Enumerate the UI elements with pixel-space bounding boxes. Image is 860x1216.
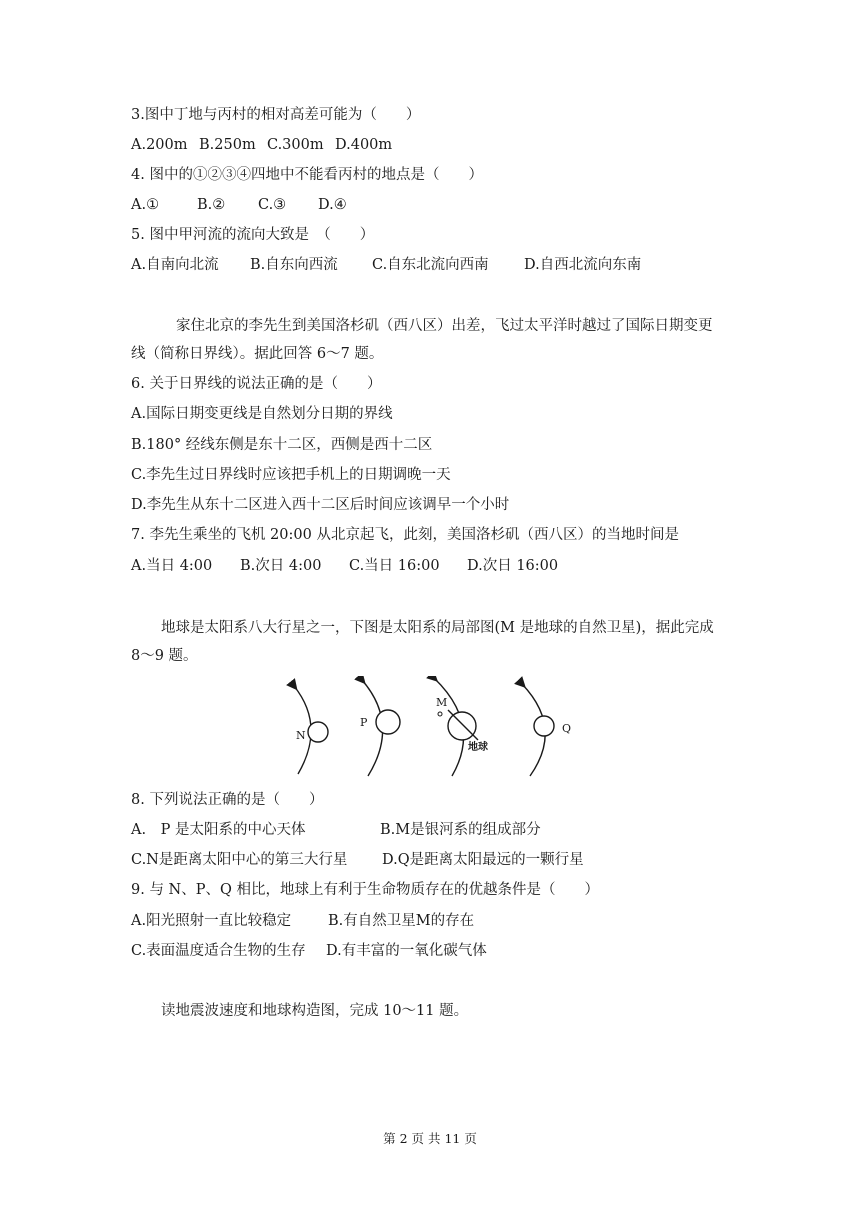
- q8-option-d: D.Q是距离太阳最远的一颗行星: [382, 852, 584, 868]
- label-m: M: [436, 696, 448, 709]
- q3-stem: 3.图中丁地与丙村的相对高差可能为（ ）: [131, 107, 421, 123]
- q7-option-b: B.次日 4:00: [240, 558, 322, 574]
- solar-system-figure: [282, 676, 582, 780]
- q4-option-a: A.①: [131, 197, 160, 213]
- planet-q-icon: [534, 716, 554, 736]
- q3-option-c: C.300m: [267, 137, 324, 153]
- moon-m-icon: [438, 712, 442, 716]
- q4-option-b: B.②: [197, 197, 226, 213]
- q3-option-b: B.250m: [199, 137, 256, 153]
- earth-icon: [448, 712, 476, 740]
- q9-option-d: D.有丰富的一氧化碳气体: [326, 943, 487, 959]
- q5-option-a: A.自南向北流: [131, 257, 219, 273]
- label-q: Q: [562, 722, 572, 735]
- q6-option-b: B.180° 经线东侧是东十二区，西侧是西十二区: [131, 437, 433, 453]
- label-earth: 地球: [468, 742, 488, 753]
- q9-option-b: B.有自然卫星M的存在: [328, 913, 475, 929]
- q8-stem: 8. 下列说法正确的是（ ）: [131, 792, 324, 808]
- q9-stem: 9. 与 N、P、Q 相比，地球上有利于生命物质存在的优越条件是（ ）: [131, 882, 599, 898]
- q7-option-a: A.当日 4:00: [131, 558, 213, 574]
- passage2-line2: 8～9 题。: [131, 648, 198, 664]
- passage1-line2: 线（简称日界线）。据此回答 6～7 题。: [131, 346, 384, 362]
- q5-option-c: C.自东北流向西南: [372, 257, 489, 273]
- q7-option-c: C.当日 16:00: [349, 558, 440, 574]
- passage2-line1: 地球是太阳系八大行星之一，下图是太阳系的局部图(M 是地球的自然卫星)，据此完成: [161, 620, 714, 636]
- q6-option-c: C.李先生过日界线时应该把手机上的日期调晚一天: [131, 467, 451, 483]
- q8-option-a: A. P 是太阳系的中心天体: [131, 822, 306, 838]
- q3-option-a: A.200m: [131, 137, 188, 153]
- q5-option-b: B.自东向西流: [250, 257, 338, 273]
- q4-option-d: D.④: [318, 197, 347, 213]
- q5-stem: 5. 图中甲河流的流向大致是 （ ）: [131, 227, 375, 243]
- q8-option-b: B.M是银河系的组成部分: [380, 822, 541, 838]
- q7-option-d: D.次日 16:00: [467, 558, 559, 574]
- q9-option-a: A.阳光照射一直比较稳定: [131, 913, 292, 929]
- q5-option-d: D.自西北流向东南: [524, 257, 642, 273]
- planet-p-icon: [376, 710, 400, 734]
- passage1-line1: 家住北京的李先生到美国洛杉矶（西八区）出差，飞过太平洋时越过了国际日期变更: [176, 318, 713, 334]
- q4-stem: 4. 图中的①②③④四地中不能看丙村的地点是（ ）: [131, 167, 483, 183]
- passage3-line1: 读地震波速度和地球构造图，完成 10～11 题。: [161, 1003, 469, 1019]
- q6-option-d: D.李先生从东十二区进入西十二区后时间应该调早一个小时: [131, 497, 510, 513]
- label-p: P: [360, 716, 368, 729]
- page-footer: 第 2 页 共 11 页: [383, 1131, 477, 1146]
- q4-option-c: C.③: [258, 197, 287, 213]
- q6-option-a: A.国际日期变更线是自然划分日期的界线: [131, 406, 393, 422]
- q7-stem: 7. 李先生乘坐的飞机 20:00 从北京起飞，此刻，美国洛杉矶（西八区）的当地时间是: [131, 527, 679, 543]
- q3-option-d: D.400m: [335, 137, 393, 153]
- planet-n-icon: [308, 722, 328, 742]
- q8-option-c: C.N是距离太阳中心的第三大行星: [131, 852, 348, 868]
- label-n: N: [296, 729, 306, 742]
- q9-option-c: C.表面温度适合生物的生存: [131, 943, 306, 959]
- q6-stem: 6. 关于日界线的说法正确的是（ ）: [131, 376, 382, 392]
